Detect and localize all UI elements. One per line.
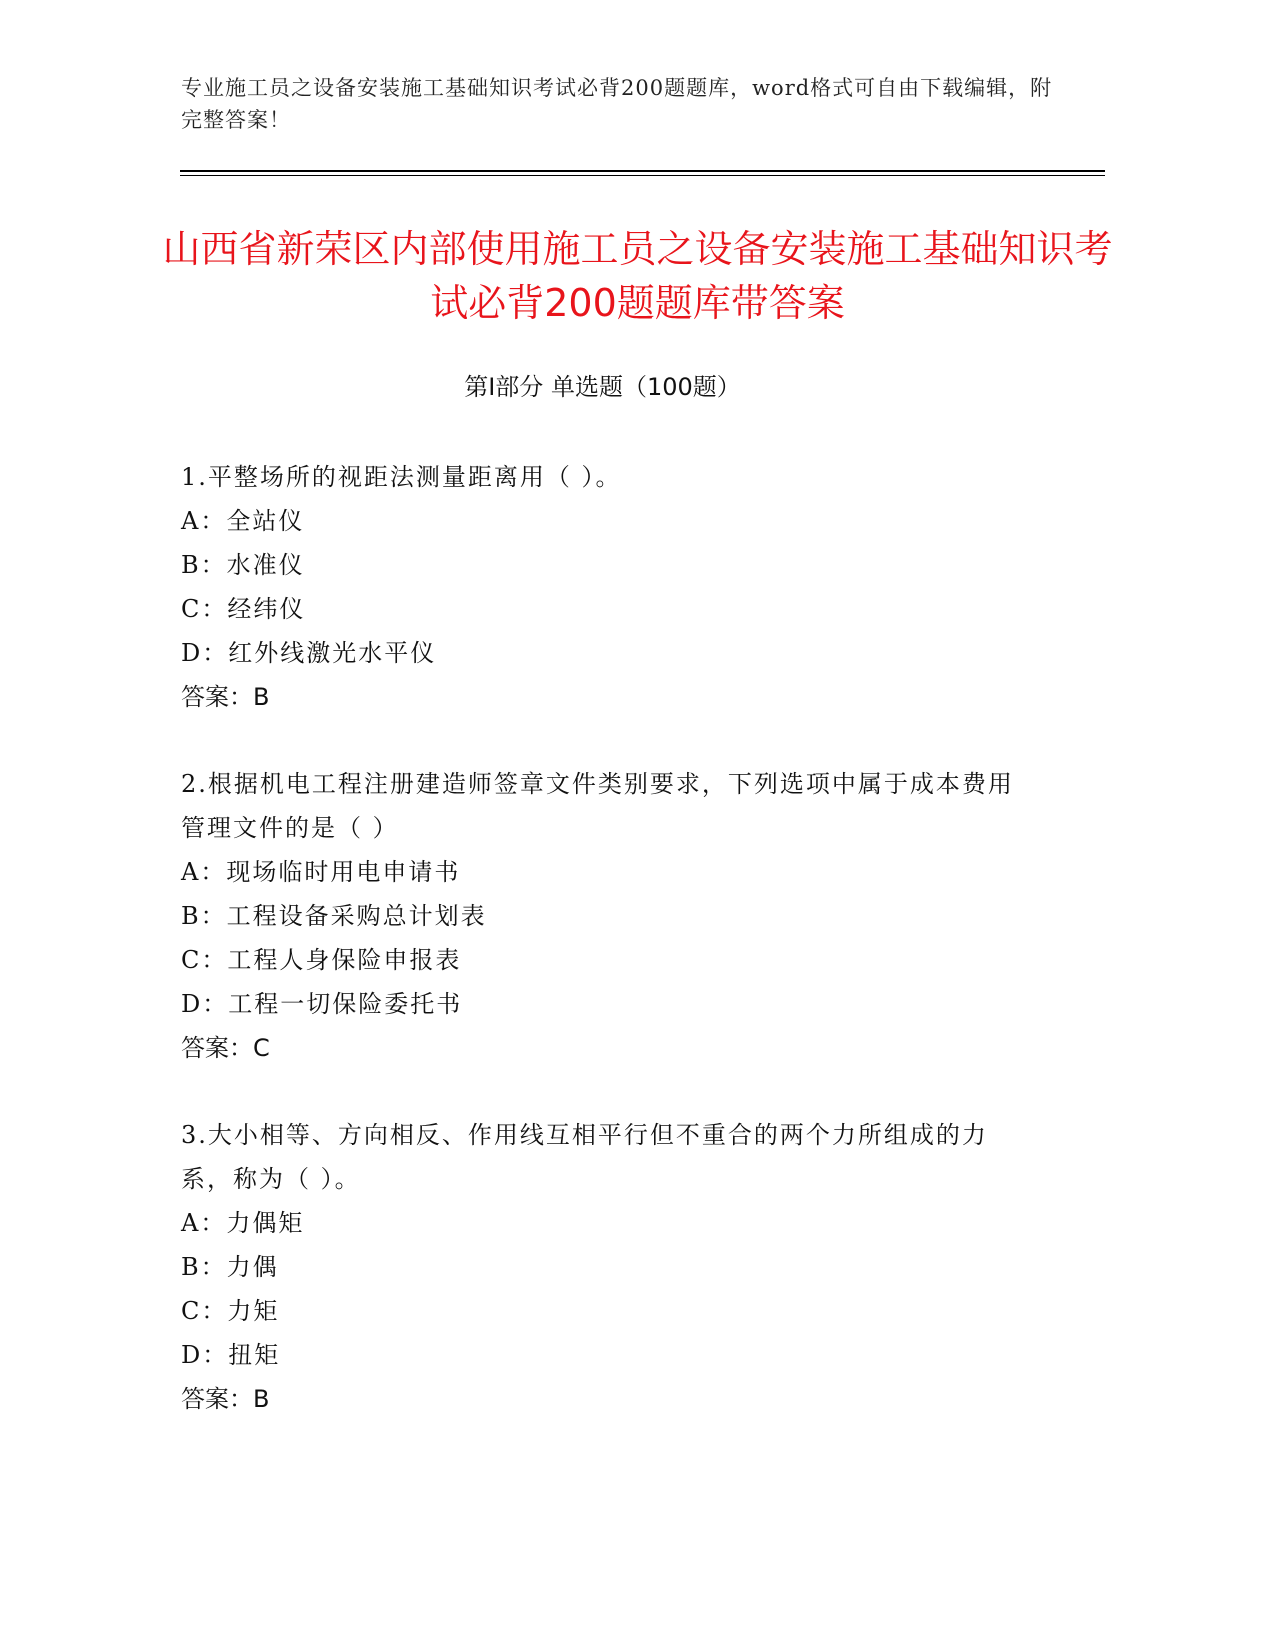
question-list bbox=[181, 455, 1021, 1464]
option-c: C：力矩 bbox=[181, 1297, 280, 1325]
option-d: D：工程一切保险委托书 bbox=[181, 990, 463, 1018]
option-b: B：工程设备采购总计划表 bbox=[181, 902, 487, 930]
answer: 答案：B bbox=[181, 1385, 270, 1413]
question-3 bbox=[181, 1113, 1021, 1421]
option-d: D：扭矩 bbox=[181, 1341, 281, 1369]
question-2 bbox=[181, 762, 1021, 1070]
option-c: C：经纬仪 bbox=[181, 595, 306, 623]
section-title: 第Ⅰ部分 单选题（100题） bbox=[464, 373, 741, 401]
header-rule-thin bbox=[180, 175, 1105, 176]
header-note: 专业施工员之设备安装施工基础知识考试必背200题题库，word格式可自由下载编辑，附完整答案！ bbox=[181, 76, 1053, 132]
answer: 答案：B bbox=[181, 683, 270, 711]
option-a: A：现场临时用电申请书 bbox=[181, 858, 461, 886]
option-d: D：红外线激光水平仪 bbox=[181, 639, 437, 667]
header-rule-thick bbox=[180, 170, 1105, 172]
document-title: 山西省新荣区内部使用施工员之设备安装施工基础知识考试必背200题题库带答案 bbox=[162, 227, 1113, 325]
question-stem: 1.平整场所的视距法测量距离用（ ）。 bbox=[181, 463, 622, 491]
option-a: A：力偶矩 bbox=[181, 1209, 305, 1237]
question-1 bbox=[181, 455, 1021, 719]
option-b: B：水准仪 bbox=[181, 551, 305, 579]
question-stem: 2.根据机电工程注册建造师签章文件类别要求，下列选项中属于成本费用管理文件的是（ ） bbox=[181, 770, 1014, 842]
question-stem: 3.大小相等、方向相反、作用线互相平行但不重合的两个力所组成的力系，称为（ ）。 bbox=[181, 1121, 988, 1193]
option-b: B：力偶 bbox=[181, 1253, 279, 1281]
option-a: A：全站仪 bbox=[181, 507, 305, 535]
answer: 答案：C bbox=[181, 1034, 270, 1062]
option-c: C：工程人身保险申报表 bbox=[181, 946, 462, 974]
